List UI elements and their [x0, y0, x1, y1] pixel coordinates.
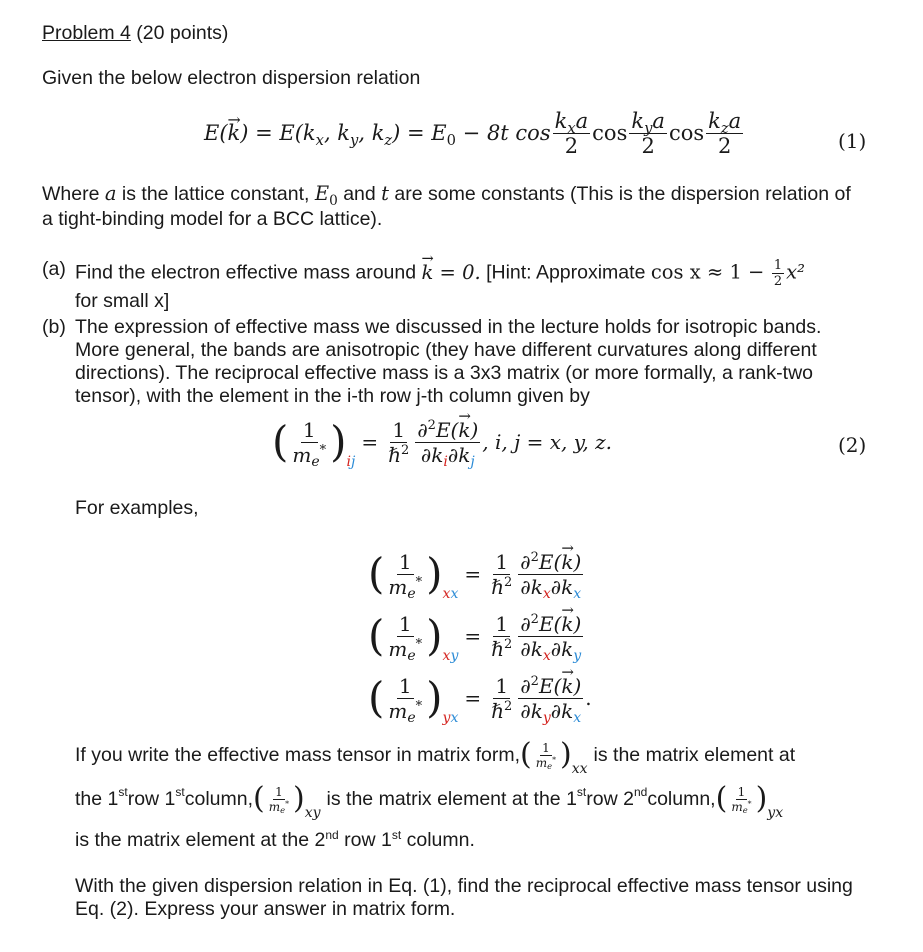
example-yx: ( $\frac{1}{m_e^*}$ ) yx = $\frac{1}{\hbar^2}$ $\frac{\partial^2E(\to k)}{\partial k_y\partial k_x}$ . — [368, 669, 592, 727]
examples-label: For examples, — [75, 497, 199, 519]
where-paragraph — [42, 182, 862, 231]
where-t: t — [381, 182, 390, 205]
part-a-line2: for small x] — [75, 290, 170, 312]
matrix-line3: is the matrix element at the 2nd row 1st column. — [75, 828, 475, 851]
equation-1 — [204, 108, 745, 158]
final-paragraph: With the given dispersion relation in Eq. (1), find the reciprocal effective mass tensor using Eq. (2). Express your answer in matrix form. — [75, 875, 853, 920]
eq1-frac-z: $\frac{k_za}{2}$ — [708, 108, 742, 158]
where-p3: and — [337, 183, 382, 205]
example-xy: ( $\frac{1}{m_e^*}$ ) xy = $\frac{1}{\hbar^2}$ $\frac{\partial^2E(\to k)}{\partial k_x\partial k_y}$ — [368, 607, 585, 665]
example-xx: ( $\frac{1}{m_e^*}$ ) xx = $\frac{1}{\hbar^2}$ $\frac{\partial^2E(\to k)}{\partial k_x\partial k_x}$ — [368, 545, 585, 603]
part-b-text: The expression of effective mass we discussed in the lecture holds for isotropic bands. More general, the bands are anisotropic (they have different curvatures along different directions). The reciprocal effective mass is a 3x3 matrix (or more formally, a rank-two tensor), with the element in the i-th row j-th column given by — [75, 316, 822, 407]
part-a-line1: Find the electron effective mass around → k = 0. [Hint: Approximate cos x ≈ 1 − $\frac{1}{2}$ x² — [75, 258, 805, 289]
eq1-cos-3: cos — [668, 121, 705, 145]
problem-title: Problem 4 — [42, 22, 131, 44]
where-p4: are some constants (This is the dispersion relation of a tight-binding model for a BCC lattice). — [42, 183, 851, 230]
where-E0: $E_0$ — [314, 182, 338, 209]
eq1-number: (1) — [838, 129, 867, 153]
problem-points: (20 points) — [136, 22, 229, 44]
eq1-frac-y: $\frac{k_ya}{2}$ — [631, 108, 665, 158]
part-b-label: (b) — [42, 316, 66, 338]
eq1-cos-2: cos — [592, 121, 628, 145]
problem-heading — [42, 22, 228, 45]
equation-2: ( $\frac{1}{m_e^*}$ ) ij = $\frac{1}{\hbar^2}$ $\frac{\partial^2E(\to k)}{\partial k_i\partial k_j}$ , i, j = x, y, z. — [272, 412, 612, 472]
eq1-frac-x: $\frac{k_xa}{2}$ — [554, 108, 589, 158]
intro-text: Given the below electron dispersion relation — [42, 67, 421, 89]
matrix-line1: If you write the effective mass tensor in matrix form, ( $\frac{1}{m_e^*}$ ) xx is the matrix element at — [75, 737, 796, 777]
where-a: a — [104, 182, 117, 205]
where-p2: is the lattice constant, — [116, 183, 315, 205]
eq2-number: (2) — [838, 433, 867, 457]
part-a-label: (a) — [42, 258, 66, 280]
matrix-line2: the 1 st row 1 st column, ( $\frac{1}{m_e^*}$ ) xy is the matrix element at the 1 st row 2 nd column, ( $\frac{1}{m_e^*}$ ) yx — [75, 781, 784, 821]
eq1-lhs: $E(\to k) = E(k_x$, $k_y$, $k_z) = E_0 - 8t$ cos — [204, 121, 551, 145]
where-p1: Where — [42, 183, 105, 205]
